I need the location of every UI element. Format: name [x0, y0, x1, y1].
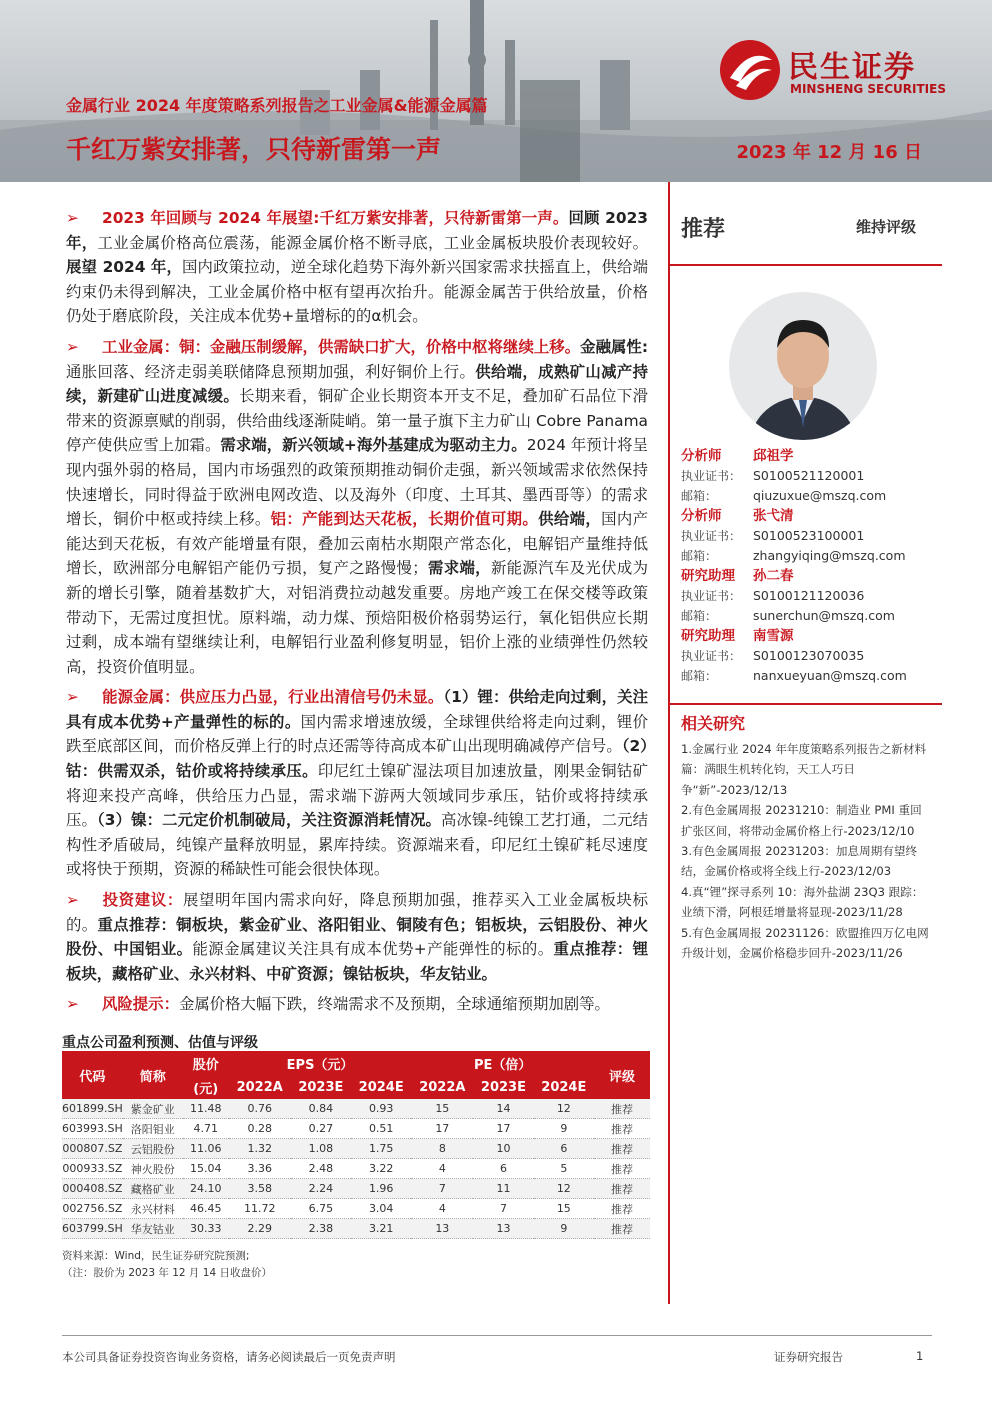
col-year: 2023E [473, 1075, 533, 1099]
related-research-title: 相关研究 [681, 714, 746, 733]
table-row: 603993.SH 洛阳钼业 4.71 0.28 0.27 0.51 17 17 9 推荐 [62, 1119, 650, 1139]
person-photo-icon [729, 292, 877, 440]
column-divider [668, 182, 670, 1304]
analyst-email[interactable]: sunerchun@mszq.com [753, 608, 895, 623]
col-rating: 评级 [594, 1051, 650, 1099]
page-number: 1 [916, 1349, 924, 1363]
analyst-email[interactable]: nanxueyuan@mszq.com [753, 668, 907, 683]
bullet-arrow-icon: ➢ [66, 891, 79, 910]
col-eps: EPS（元） [229, 1051, 412, 1075]
summary-bullet: ➢ 2023 年回顾与 2024 年展望:千红万紫安排著，只待新雷第一声。回顾 2023 年，工业金属价格高位震荡，能源金属价格不断寻底，工业金属板块股价表现较好。展望 2024 年，国内政策拉动，逆全球化趋势下海外新兴国家需求扶摇直上，供给端约束仍未得到解决，工业金属价格中枢有望再次抬升。能源金属苦于供给放量，价格仍处于磨底阶段，关注成本优势+量增标的的α机会。 [66, 206, 648, 329]
logo-en-text: MINSHENG SECURITIES [790, 82, 946, 96]
related-research-list [681, 739, 931, 963]
footer-disclaimer: 本公司具备证券投资咨询业务资格，请务必阅读最后一页免责声明 [62, 1350, 396, 1364]
sidebar-rule [670, 703, 942, 705]
related-item[interactable]: 1.金属行业 2024 年年度策略系列报告之新材料篇：满眼生机转化钧，天工人巧日争“新”-2023/12/13 [681, 742, 927, 797]
industrial-metals-bullet: ➢ 工业金属：铜：金融压制缓解，供需缺口扩大，价格中枢将继续上移。金融属性:通胀回落、经济走弱美联储降息预期加强，利好铜价上行。供给端，成熟矿山减产持续，新建矿山进度减缓。长期来看，铜矿企业长期资本开支不足，叠加矿石品位下滑带来的资源禀赋的削弱，供给曲线逐渐陡峭。第一量子旗下主力矿山 Cobre Panama 停产使供应雪上加霜。需求端，新兴领域+海外基建成为驱动主力。2024 年预计将呈现内强外弱的格局，国内市场强烈的政策预期推动铜价走强，新兴领域需求依然保持快速增长，同时得益于欧洲电网改造、以及海外（印度、土耳其、墨西哥等）的需求增长，铜价中枢或持续上移。铝：产能到达天花板，长期价值可期。供给端，国内产能达到天花板，有效产能增量有限，叠加云南枯水期限产常态化，电解铝产量维持低增长，欧洲部分电解铝产能仍亏损，复产之路慢慢；需求端，新能源汽车及光伏成为新的增长引擎，随着基数扩大，对铝消费拉动越发重要。房地产竣工在保交楼等政策带动下，无需过度担忧。原料端，动力煤、预焙阳极价格弱势运行，氧化铝供应长期过剩，成本端有望继续让利，电解铝行业盈利修复明显，铝价上涨的业绩弹性仍然较高，投资价值明显。 [66, 335, 648, 679]
related-item[interactable]: 3.有色金属周报 20231203：加息周期有望终结，金属价格或将全线上行-2023/12/03 [681, 844, 918, 879]
report-date: 2023 年 12 月 16 日 [736, 142, 922, 163]
bullet-arrow-icon: ➢ [66, 995, 79, 1014]
analyst-email[interactable]: qiuzuxue@mszq.com [753, 488, 887, 503]
table-row: 603799.SH 华友钴业 30.33 2.29 2.38 3.21 13 13 9 推荐 [62, 1219, 650, 1239]
footer-rule [62, 1335, 932, 1336]
investment-advice-bullet: ➢ 投资建议：展望明年国内需求向好，降息预期加强，推荐买入工业金属板块标的。重点推荐：铜板块，紫金矿业、洛阳钼业、铜陵有色；铝板块，云铝股份、神火股份、中国铝业。能源金属建议关注具有成本优势+产能弹性的标的。重点推荐：锂板块，藏格矿业、永兴材料、中矿资源；镍钴板块，华友钴业。 [66, 888, 648, 986]
forecast-table [62, 1051, 650, 1239]
related-item[interactable]: 2.有色金属周报 20231210：制造业 PMI 重回扩张区间，将带动金属价格上行-2023/12/10 [681, 803, 922, 838]
rating-label: 推荐 [681, 217, 726, 242]
bullet-arrow-icon: ➢ [66, 337, 79, 356]
analyst-card: 分析师 邱祖学 执业证书： S0100521120001 邮箱： qiuzuxue@mszq.com [681, 448, 887, 503]
col-code: 代码 [62, 1051, 123, 1099]
analyst-card: 研究助理 孙二春 执业证书： S0100121120036 邮箱： sunerchun@mszq.com [681, 568, 895, 623]
analyst-avatar [729, 292, 877, 440]
energy-metals-bullet: ➢ 能源金属：供应压力凸显，行业出清信号仍未显。（1）锂：供给走向过剩，关注具有成本优势+产量弹性的标的。国内需求增速放缓，全球锂供给将走向过剩，锂价跌至底部区间，而价格反弹上行的时点还需等待高成本矿山出现明确减停产信号。（2）钴：供需双杀，钴价或将持续承压。印尼红土镍矿湿法项目加速放量，刚果金铜钴矿将迎来投产高峰，供给压力凸显，需求端下游两大领域同步承压，钴价或将持续承压。（3）镍：二元定价机制破局，关注资源消耗情况。高冰镍-纯镍工艺打通，二元结构性矛盾破局，纯镍产量释放明显，累库持续。资源端来看，印尼红土镍矿耗尽速度或将快于预期，资源的稀缺性可能会很快体现。 [66, 685, 648, 882]
table-source: 资料来源：Wind，民生证券研究院预测; （注：股价为 2023 年 12 月 14 日收盘价） [62, 1250, 272, 1279]
table-row: 000807.SZ 云铝股份 11.06 1.32 1.08 1.75 8 10 6 推荐 [62, 1139, 650, 1159]
analyst-email[interactable]: zhangyiqing@mszq.com [753, 548, 906, 563]
col-year: 2022A [229, 1075, 291, 1099]
table-row: 000933.SZ 神火股份 15.04 3.36 2.48 3.22 4 6 5 推荐 [62, 1159, 650, 1179]
col-pe: PE（倍） [411, 1051, 594, 1075]
sidebar-rule [670, 264, 942, 266]
report-series: 金属行业 2024 年度策略系列报告之工业金属&能源金属篇 [66, 96, 488, 115]
table-row: 601899.SH 紫金矿业 11.48 0.76 0.84 0.93 15 14 12 推荐 [62, 1099, 650, 1119]
report-title: 千红万紫安排著，只待新雷第一声 [66, 135, 442, 164]
header-banner [0, 0, 992, 182]
related-item[interactable]: 5.有色金属周报 20231126：欧盟推四万亿电网升级计划，金属价格稳步回升-2023/11/26 [681, 925, 929, 961]
table-caption: 重点公司盈利预测、估值与评级 [62, 1035, 258, 1051]
table-row: 002756.SZ 永兴材料 46.45 11.72 6.75 3.04 4 7 15 推荐 [62, 1199, 650, 1219]
company-logo [718, 38, 968, 102]
col-year: 2024E [351, 1075, 411, 1099]
col-year: 2023E [291, 1075, 351, 1099]
bullet-arrow-icon: ➢ [66, 688, 79, 707]
footer-doc-type: 证券研究报告 [774, 1350, 843, 1364]
main-content [66, 206, 648, 1023]
bullet-arrow-icon: ➢ [66, 209, 79, 227]
related-item[interactable]: 4.真“锂”探寻系列 10：海外盐湖 23Q3 跟踪：业绩下滑，阿根廷增量将显现-2023/11/28 [681, 884, 924, 920]
risk-bullet: ➢ 风险提示：金属价格大幅下跌，终端需求不及预期，全球通缩预期加剧等。 [66, 992, 648, 1017]
col-price: 股价 [183, 1051, 229, 1075]
col-year: 2022A [411, 1075, 473, 1099]
col-year: 2024E [534, 1075, 594, 1099]
col-price-unit: (元) [183, 1075, 229, 1099]
logo-cn-text: 民生证券 [788, 50, 916, 85]
col-name: 简称 [123, 1051, 183, 1099]
table-row: 000408.SZ 藏格矿业 24.10 3.58 2.24 1.96 7 11 12 推荐 [62, 1179, 650, 1199]
logo-mark-icon [718, 38, 782, 102]
rating-status: 维持评级 [856, 218, 917, 236]
analyst-card: 研究助理 南雪源 执业证书： S0100123070035 邮箱： nanxueyuan@mszq.com [681, 628, 907, 683]
analyst-card: 分析师 张弋清 执业证书： S0100523100001 邮箱： zhangyiqing@mszq.com [681, 508, 906, 563]
